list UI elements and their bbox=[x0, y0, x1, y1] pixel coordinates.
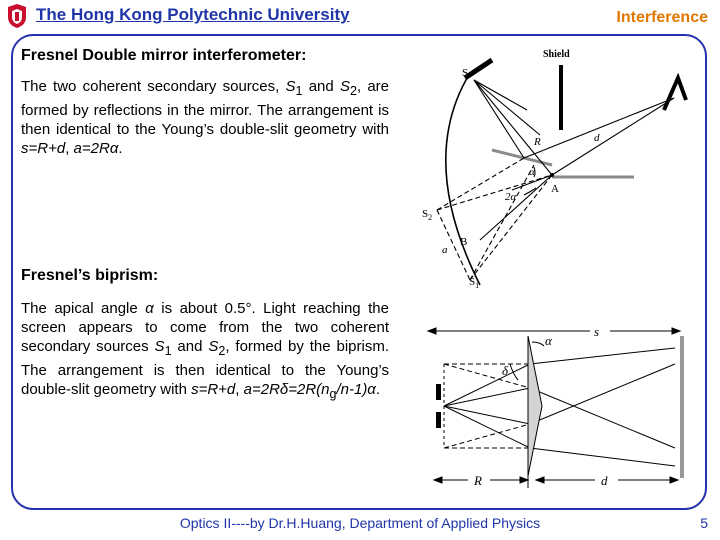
screen-mount bbox=[664, 78, 686, 110]
biprism-diagram bbox=[420, 318, 696, 496]
source-slit bbox=[436, 384, 441, 400]
biprism bbox=[528, 336, 542, 476]
label-d: d bbox=[601, 473, 608, 488]
biprism-description: The apical angle α is about 0.5°. Light reaching the screen appears to come from the two coherent secondary sources $S_1$ and $S_2$, formed by the biprism. The arrangement is then identical to the Young’s double-slit geometry with s=R+d, $a=2R\delta=2R(n_g/n-1)\alpha$. bbox=[21, 300, 389, 401]
ray bbox=[474, 80, 540, 135]
label-2alpha: 2α bbox=[505, 191, 517, 203]
label-A: A bbox=[551, 183, 559, 195]
ray bbox=[530, 448, 675, 466]
ray bbox=[444, 388, 530, 406]
label-R: R bbox=[534, 136, 541, 148]
source-slit bbox=[436, 412, 441, 428]
footer-credit: Optics II----by Dr.H.Huang, Department of Applied Physics bbox=[179, 515, 541, 531]
virtual-ray bbox=[470, 165, 534, 280]
slide-topic: Interference bbox=[616, 9, 708, 26]
virtual-ray bbox=[437, 175, 552, 210]
ray bbox=[474, 80, 524, 158]
source-arc bbox=[446, 73, 480, 285]
source-slit bbox=[465, 60, 492, 78]
label-a: a bbox=[442, 244, 448, 256]
section-title-biprism: Fresnel’s biprism: bbox=[21, 267, 159, 284]
label-S2: $S_2$ bbox=[422, 208, 433, 222]
ray bbox=[474, 80, 527, 110]
ray bbox=[524, 98, 674, 158]
label-S: S bbox=[462, 67, 469, 79]
university-logo bbox=[6, 3, 28, 29]
double-mirror-description: The two coherent secondary sources, $S_1$ and $S_2$, are formed by reflections in the mirror. The arrangement is then identical to the Young’s double-slit geometry with s=R+d, a=2Rα. bbox=[21, 78, 389, 157]
ray bbox=[444, 364, 530, 406]
label-B: B bbox=[460, 236, 468, 248]
normal-line bbox=[480, 175, 552, 240]
label-alpha: α bbox=[529, 166, 535, 178]
university-name[interactable]: The Hong Kong Polytechnic University bbox=[36, 5, 350, 24]
page-number: 5 bbox=[700, 515, 708, 531]
label-d: d bbox=[594, 132, 600, 144]
ray bbox=[552, 98, 674, 175]
label-alpha: α bbox=[545, 333, 552, 348]
ray bbox=[530, 388, 675, 448]
section-title-double-mirror: Fresnel Double mirror interferometer: bbox=[21, 47, 307, 64]
ray bbox=[474, 80, 552, 175]
label-s: s bbox=[594, 324, 600, 339]
ray bbox=[444, 406, 530, 448]
label-S1: $S_1$ bbox=[469, 276, 480, 290]
ray bbox=[444, 406, 530, 424]
ray bbox=[530, 348, 675, 364]
label-R: R bbox=[474, 473, 482, 488]
label-delta: δ bbox=[502, 363, 509, 378]
ray bbox=[530, 364, 675, 424]
mirror-upper bbox=[492, 150, 552, 165]
double-mirror-diagram bbox=[412, 40, 712, 295]
shield-label: Shield bbox=[543, 49, 570, 60]
